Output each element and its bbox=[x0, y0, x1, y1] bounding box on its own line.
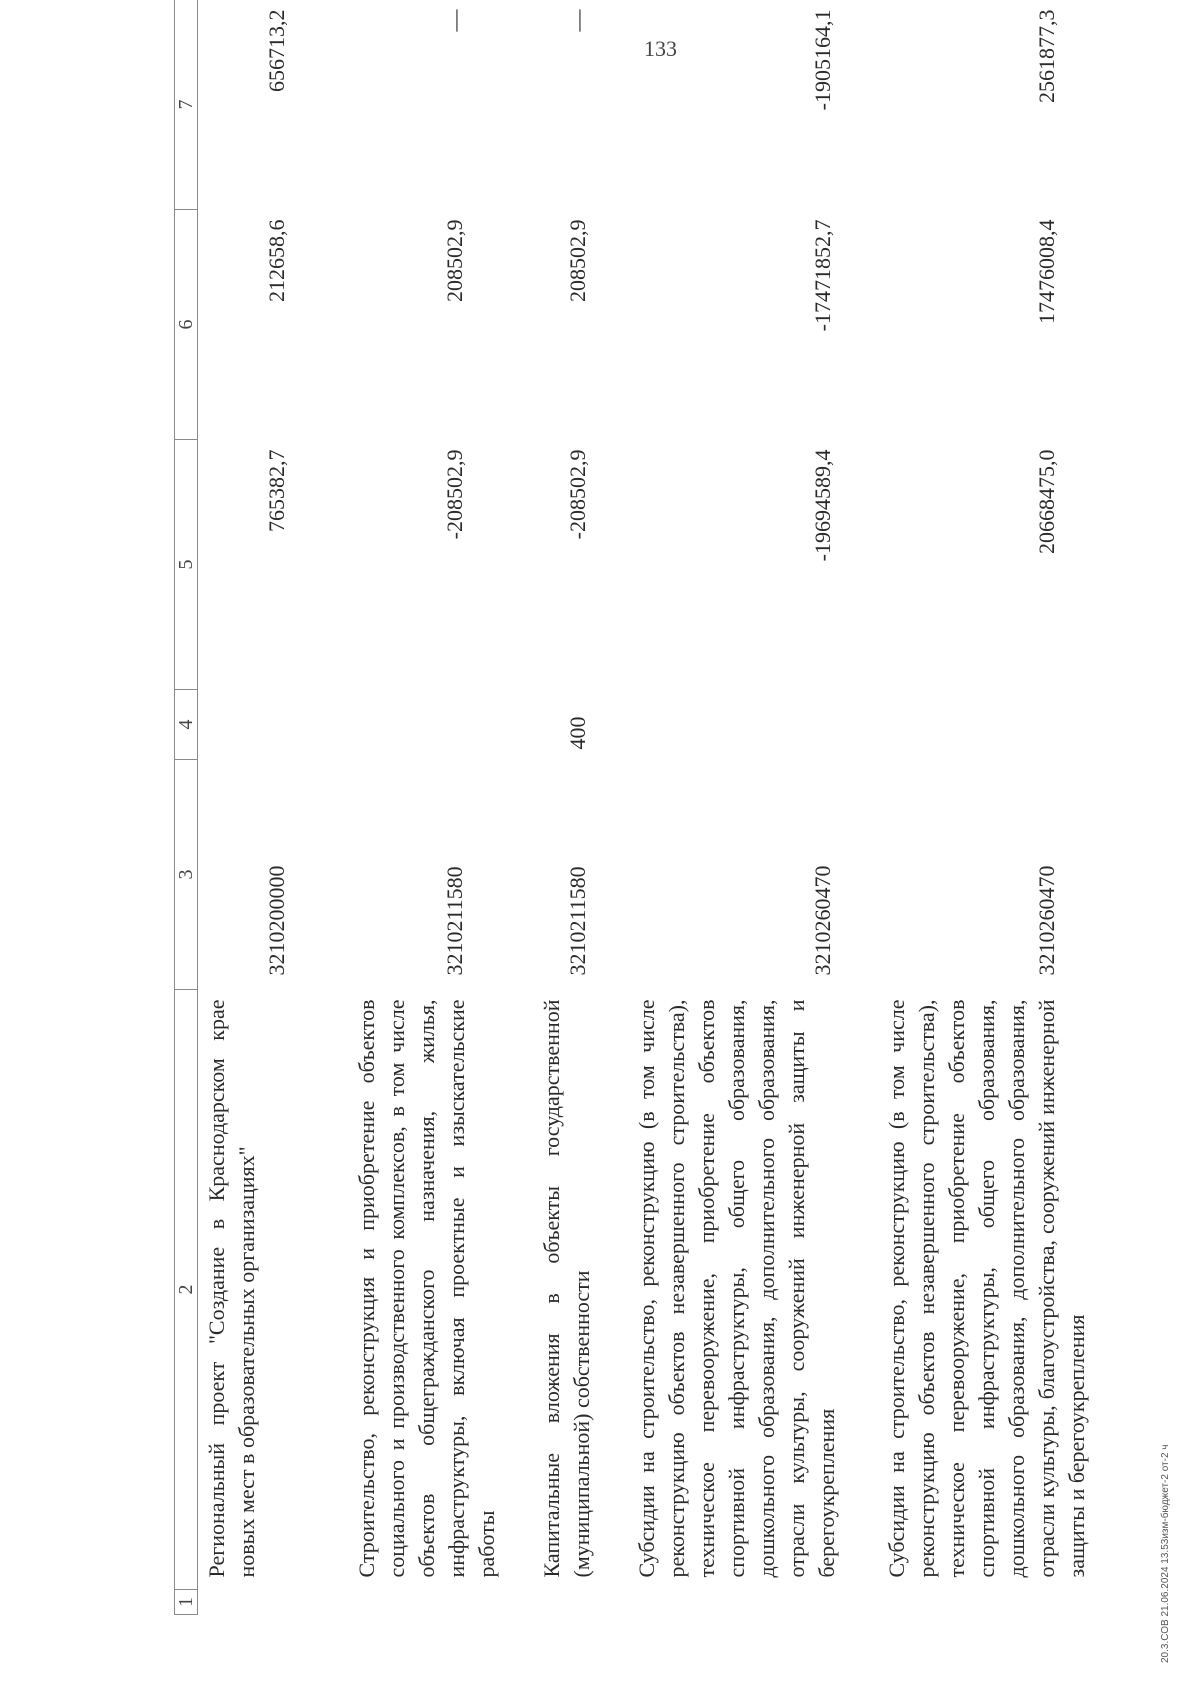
row-code: 3210211580 bbox=[564, 866, 590, 976]
footer-file-stamp: 20.3.СОВ 21.06.2024 13.53изм-бюджет-2 от-2 ч bbox=[1160, 1444, 1171, 1663]
row-description: Субсидии на строительство, реконструкцию (в том числе реконструкцию объектов незавершенного строительства), техническое перевооружение, приобретение объектов спортивной инфраструктуры, общего образования, дошкольного образования, дополнительного образования, отрасли культуры, благоустройства, сооружений инженерной защиты и берегоукрепления bbox=[883, 999, 1089, 1578]
header-col-6: 6 bbox=[175, 210, 198, 440]
row-value-col5: 20668475,0 bbox=[1033, 449, 1059, 554]
row-value-col6: 208502,9 bbox=[564, 219, 590, 302]
row-value-col7: -1905164,1 bbox=[809, 9, 835, 111]
row-value-col7: 656713,2 bbox=[264, 9, 289, 92]
row-type bbox=[878, 690, 1108, 760]
row-code: 3210260470 bbox=[809, 865, 835, 976]
row-code: 3210200000 bbox=[264, 865, 289, 976]
row-description: Региональный проект "Создание в Краснодарском крае новых мест в образовательных организациях" bbox=[204, 999, 259, 1578]
row-value-col5: -208502,9 bbox=[564, 449, 590, 540]
row-type: 400 bbox=[564, 716, 590, 750]
table-row bbox=[628, 0, 878, 1615]
row-value-col7: — bbox=[564, 9, 590, 32]
row-value-col5: -19694589,4 bbox=[809, 449, 835, 562]
row-type bbox=[198, 690, 348, 760]
row-description: Строительство, реконструкция и приобретение объектов социального и производственного комплексов, в том числе объектов общегражданского назначения, жилья, инфраструктуры, включая проектные и изыскательские работы bbox=[353, 999, 499, 1578]
header-col-1: 1 bbox=[175, 1590, 198, 1615]
header-col-5: 5 bbox=[175, 440, 198, 690]
table-row bbox=[533, 0, 628, 1615]
row-description: Субсидии на строительство, реконструкцию (в том числе реконструкцию объектов незавершенного строительства), техническое перевооружение, приобретение объектов спортивной инфраструктуры, общего образования, дошкольного образования, дополнительного образования, отрасли культуры, сооружений инженерной защиты и берегоукрепления bbox=[633, 999, 839, 1578]
table-row bbox=[348, 0, 533, 1615]
row-code: 3210211580 bbox=[441, 866, 467, 976]
row-value-col7: — bbox=[441, 9, 467, 32]
row-type bbox=[628, 690, 878, 760]
row-value-col7: 2561877,3 bbox=[1033, 9, 1059, 103]
header-col-2: 2 bbox=[175, 990, 198, 1590]
row-code: 3210260470 bbox=[1033, 865, 1059, 976]
row-value-col6: -17471852,7 bbox=[809, 219, 835, 332]
table-row bbox=[878, 0, 1108, 1615]
table-header-row bbox=[175, 0, 198, 1615]
row-value-col6: 17476008,4 bbox=[1033, 219, 1059, 324]
header-col-3: 3 bbox=[175, 760, 198, 990]
row-type bbox=[348, 690, 533, 760]
table-row bbox=[198, 0, 348, 1615]
budget-table bbox=[174, 0, 1108, 1615]
header-col-7: 7 bbox=[175, 0, 198, 210]
row-value-col5: 765382,7 bbox=[264, 449, 289, 532]
page-number: 133 bbox=[644, 36, 677, 61]
header-col-4: 4 bbox=[175, 690, 198, 760]
row-value-col6: 212658,6 bbox=[264, 219, 289, 302]
rotated-table-container bbox=[174, 0, 1194, 1615]
row-description: Капитальные вложения в объекты государственной (муниципальной) собственности bbox=[538, 999, 594, 1578]
row-value-col5: -208502,9 bbox=[441, 449, 467, 540]
row-value-col6: 208502,9 bbox=[441, 219, 467, 302]
